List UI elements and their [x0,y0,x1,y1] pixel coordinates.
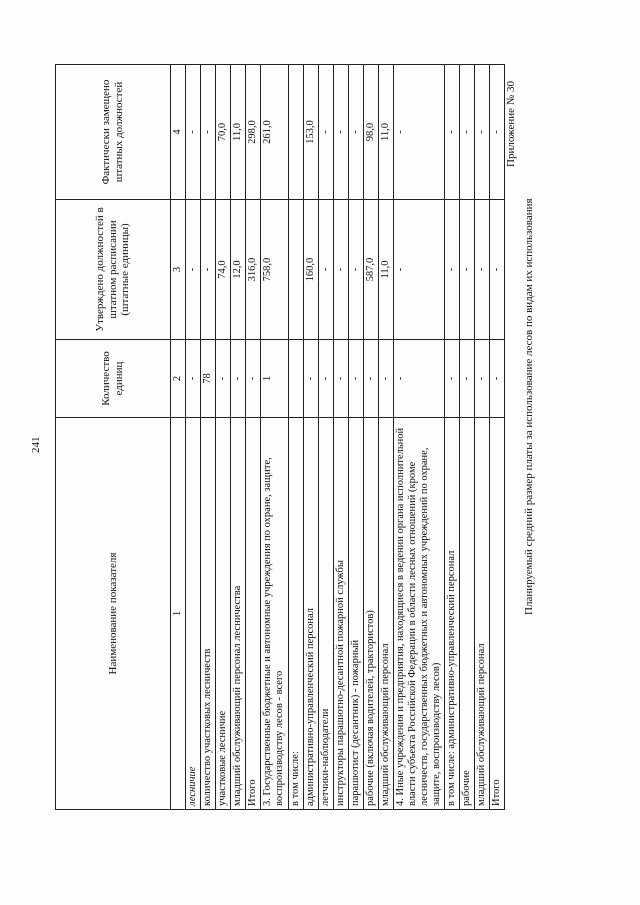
row-filled-positions: - [445,65,460,200]
row-unit-count: 1 [261,340,288,418]
row-unit-count: - [186,340,201,418]
row-unit-count: - [445,340,460,418]
table-row [490,65,505,810]
row-unit-count [288,340,303,418]
table-row [201,65,216,810]
header-unit-count: Количество единиц [56,340,171,418]
row-approved-positions: 12,0 [231,200,246,340]
row-filled-positions: - [348,65,363,200]
row-approved-positions: - [333,200,348,340]
row-label: 3. Государственные бюджетные и автономные учреждения по охране, защите, воспроизводству лесов - всего [261,418,288,810]
header-approved-positions: Утверждено должностей в штатном расписании (штатные единицы) [56,200,171,340]
appendix-label: Приложение № 30 [505,80,517,167]
row-approved-positions: - [393,200,444,340]
table-row [246,65,261,810]
row-unit-count: - [475,340,490,418]
header-indicator-name: Наименование показателя [56,418,171,810]
row-approved-positions: - [201,200,216,340]
table-row [445,65,460,810]
table-header-row [56,65,171,810]
row-filled-positions: 11,0 [378,65,393,200]
table-row [460,65,475,810]
row-approved-positions: - [445,200,460,340]
row-approved-positions: 758,0 [261,200,288,340]
row-filled-positions: - [475,65,490,200]
row-approved-positions: 587,0 [363,200,378,340]
row-filled-positions [288,65,303,200]
row-label: летчики-наблюдатели [318,418,333,810]
row-approved-positions: - [475,200,490,340]
row-label: количество участковых лесничеств [201,418,216,810]
row-label: в том числе: [288,418,303,810]
row-label: рабочие (включая водителей, трактористов) [363,418,378,810]
column-number: 1 [171,418,186,810]
row-unit-count: - [348,340,363,418]
row-approved-positions: - [490,200,505,340]
row-approved-positions [288,200,303,340]
row-approved-positions: - [186,200,201,340]
table-row [333,65,348,810]
table-row [363,65,378,810]
row-unit-count: 78 [201,340,216,418]
row-approved-positions: - [348,200,363,340]
staffing-table [55,64,505,810]
table-row [231,65,246,810]
table-row [186,65,201,810]
row-approved-positions: - [460,200,475,340]
row-filled-positions: 70,0 [216,65,231,200]
row-filled-positions: - [333,65,348,200]
row-filled-positions: - [318,65,333,200]
header-filled-positions: Фактически замещено штатных должностей [56,65,171,200]
row-filled-positions: 298,0 [246,65,261,200]
row-unit-count: - [303,340,318,418]
row-unit-count: - [231,340,246,418]
table-row [216,65,231,810]
table-row [261,65,288,810]
row-label: Итого [246,418,261,810]
table-row [393,65,444,810]
column-number: 2 [171,340,186,418]
row-label: парашютист (десантник) - пожарный [348,418,363,810]
row-label: в том числе: административно-управленческий персонал [445,418,460,810]
row-unit-count: - [216,340,231,418]
row-approved-positions: 160,0 [303,200,318,340]
table-row [318,65,333,810]
row-approved-positions: 316,0 [246,200,261,340]
table-row [378,65,393,810]
row-unit-count: - [363,340,378,418]
row-filled-positions: 153,0 [303,65,318,200]
row-unit-count: - [460,340,475,418]
row-approved-positions: 11,0 [378,200,393,340]
table-row [288,65,303,810]
row-label: лесничие [186,418,201,810]
row-approved-positions: 74,0 [216,200,231,340]
row-label: младший обслуживающий персонал [475,418,490,810]
row-label: участковые лесничие [216,418,231,810]
table-row [303,65,318,810]
row-label: административно-управленческий персонал [303,418,318,810]
section-caption: Планируемый средний размер платы за использование лесов по видам их использования [523,198,535,615]
column-number: 3 [171,200,186,340]
row-filled-positions: - [490,65,505,200]
table-body [186,65,505,810]
row-approved-positions: - [318,200,333,340]
row-filled-positions: - [201,65,216,200]
row-label: Итого [490,418,505,810]
row-label: инструкторы парашютно-десантной пожарной службы [333,418,348,810]
row-unit-count: - [333,340,348,418]
column-number-row [171,65,186,810]
table-row [348,65,363,810]
row-unit-count: - [393,340,444,418]
row-filled-positions: - [186,65,201,200]
row-label: рабочие [460,418,475,810]
column-number: 4 [171,65,186,200]
row-label: 4. Иные учреждения и предприятия, находящиеся в ведении органа исполнительной власти субъекта Российской Федерации в области лесных отношений (кроме лесничеств, государственных бюджетных и автономных учреждений по охране, защите, воспроизводству лесов) [393,418,444,810]
row-unit-count: - [246,340,261,418]
row-unit-count: - [318,340,333,418]
row-label: младший обслуживающий персонал [378,418,393,810]
row-filled-positions: - [460,65,475,200]
table-row [475,65,490,810]
row-unit-count: - [378,340,393,418]
row-filled-positions: 261,0 [261,65,288,200]
row-unit-count: - [490,340,505,418]
row-filled-positions: - [393,65,444,200]
row-label: младший обслуживающий персонал лесничества [231,418,246,810]
row-filled-positions: 98,0 [363,65,378,200]
page-number: 241 [30,436,42,453]
row-filled-positions: 11,0 [231,65,246,200]
